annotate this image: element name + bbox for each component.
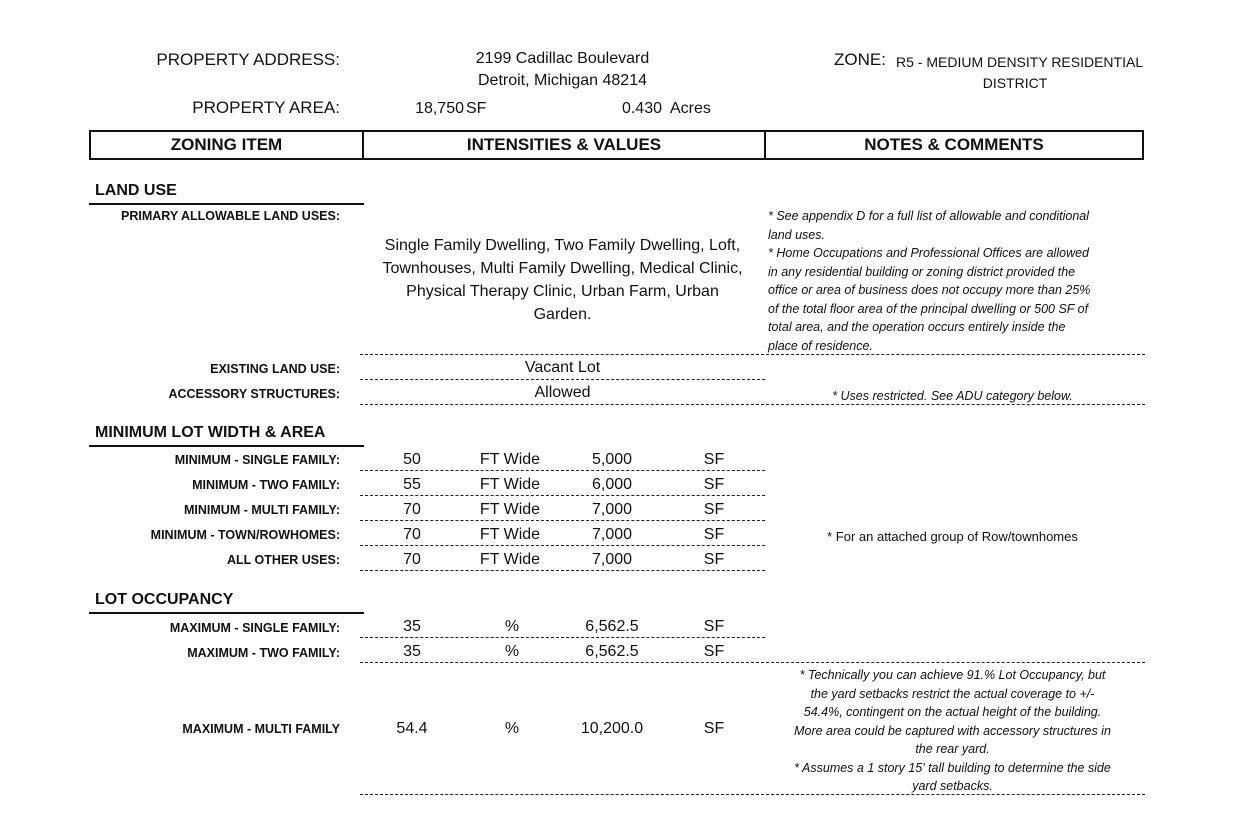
column-zoning-item: ZONING ITEM [91,132,364,158]
lot-width-label: MINIMUM - MULTI FAMILY: [184,503,340,517]
lot-occupancy-note [765,666,1140,796]
note-line: the rear yard. [915,742,990,756]
existing-land-use-value: Vacant Lot [524,359,601,376]
lot-area-sf: 5,000 [591,451,633,468]
note-line: * Technically you can achieve 91.% Lot Occupancy, but [799,668,1106,682]
section-underline [89,612,364,614]
row-divider [360,470,765,471]
zone-label: ZONE: [834,50,886,69]
lot-area-unit: SF [703,551,725,568]
section-title-lot-width: MINIMUM LOT WIDTH & AREA [95,424,326,441]
existing-land-use-label: EXISTING LAND USE: [210,362,340,376]
primary-land-uses-value [360,234,765,326]
row-divider [360,637,765,638]
zone-value-line1: R5 - MEDIUM DENSITY RESIDENTIAL [896,54,1144,70]
occupancy-area-unit: SF [703,618,725,635]
note-line: yard setbacks. [912,779,993,793]
lot-width-ft: 70 [403,501,421,518]
row-divider [360,794,1145,795]
accessory-structures-label: ACCESSORY STRUCTURES: [168,387,340,401]
column-header-row [89,130,1144,160]
note-line: place of residence. [768,338,873,353]
lot-width-unit: FT Wide [479,476,541,493]
occupancy-pct: 35 [403,618,421,635]
lot-width-label: MINIMUM - SINGLE FAMILY: [174,453,340,467]
occupancy-pct-unit: % [504,643,520,660]
lot-area-sf: 6,000 [591,476,633,493]
lot-width-ft: 70 [403,551,421,568]
lot-width-ft: 55 [403,476,421,493]
section-underline [89,445,364,447]
note-line: * Assumes a 1 story 15' tall building to determine the side [794,760,1111,775]
note-line: in any residential building or zoning district provided the [768,264,1076,279]
row-divider [360,495,765,496]
occupancy-pct-unit: % [504,720,520,737]
row-divider [360,570,765,571]
note-line: 54.4%, contingent on the actual height of the building. [803,705,1102,719]
note-line: * See appendix D for a full list of allowable and conditional [768,209,1090,223]
section-underline [89,203,364,205]
occupancy-pct-unit: % [504,618,520,635]
note-line: More area could be captured with accessory structures in [794,723,1111,738]
property-area-acres: 0.430 [621,100,662,117]
primary-land-uses-line: Garden. [533,306,592,323]
row-divider [360,520,765,521]
property-address-line1: 2199 Cadillac Boulevard [475,50,650,67]
lot-width-unit: FT Wide [479,451,541,468]
section-title-lot-occupancy: LOT OCCUPANCY [95,591,234,608]
property-area-label: PROPERTY AREA: [192,98,340,117]
accessory-structures-value: Allowed [534,384,591,401]
lot-width-unit: FT Wide [479,551,541,568]
lot-area-sf: 7,000 [591,551,633,568]
primary-land-uses-line: Townhouses, Multi Family Dwelling, Medical Clinic, [382,260,743,277]
occupancy-label: MAXIMUM - SINGLE FAMILY: [169,621,340,635]
occupancy-area-sf: 6,562.5 [585,618,639,635]
primary-land-uses-label: PRIMARY ALLOWABLE LAND USES: [121,209,340,223]
primary-land-uses-line: Physical Therapy Clinic, Urban Farm, Urban [406,283,719,300]
lot-area-sf: 7,000 [591,501,633,518]
lot-width-unit: FT Wide [479,501,541,518]
column-intensities-values: INTENSITIES & VALUES [364,132,766,158]
note-line: of the total floor area of the principal dwelling or 500 SF of [768,301,1089,316]
occupancy-label: MAXIMUM - TWO FAMILY: [187,646,340,660]
section-title-land-use: LAND USE [95,182,177,199]
property-area-sf: 18,750 [415,100,464,117]
note-line: office or area of business does not occupy more than 25% [768,283,1091,297]
note-line: * Home Occupations and Professional Offices are allowed [768,246,1089,260]
lot-area-sf: 7,000 [591,526,633,543]
primary-land-uses-note [768,207,1148,355]
note-line: the yard setbacks restrict the actual coverage to +/- [810,686,1095,701]
row-divider [360,379,765,380]
property-address-line2: Detroit, Michigan 48214 [478,72,647,89]
occupancy-label: MAXIMUM - MULTI FAMILY [182,722,340,736]
note-line: total area, and the operation occurs entirely inside the [768,320,1066,334]
property-area-sf-unit: SF [466,100,487,117]
lot-width-note: * For an attached group of Row/townhomes [827,529,1078,544]
lot-width-label: ALL OTHER USES: [227,553,340,567]
occupancy-pct: 54.4 [396,720,428,737]
accessory-structures-note: * Uses restricted. See ADU category below. [832,389,1073,403]
note-line: land uses. [768,227,825,242]
lot-area-unit: SF [703,526,725,543]
row-divider [360,662,1145,663]
property-address-label: PROPERTY ADDRESS: [156,50,340,69]
lot-width-label: MINIMUM - TWO FAMILY: [192,478,340,492]
lot-width-label: MINIMUM - TOWN/ROWHOMES: [150,528,340,542]
row-divider [360,545,765,546]
property-area-acres-unit: Acres [670,100,711,117]
row-divider [360,404,1145,405]
primary-land-uses-line: Single Family Dwelling, Two Family Dwelling, Loft, [384,237,741,254]
occupancy-pct: 35 [403,643,421,660]
zone-value-line2: DISTRICT [982,75,1048,91]
lot-area-unit: SF [703,476,725,493]
lot-area-unit: SF [703,451,725,468]
row-divider [360,354,1145,355]
lot-width-unit: FT Wide [479,526,541,543]
column-notes-comments: NOTES & COMMENTS [864,135,1044,154]
occupancy-area-sf: 6,562.5 [585,643,639,660]
lot-area-unit: SF [703,501,725,518]
lot-width-ft: 50 [403,451,421,468]
lot-width-ft: 70 [403,526,421,543]
occupancy-area-unit: SF [703,720,725,737]
occupancy-area-unit: SF [703,643,725,660]
occupancy-area-sf: 10,200.0 [580,720,644,737]
